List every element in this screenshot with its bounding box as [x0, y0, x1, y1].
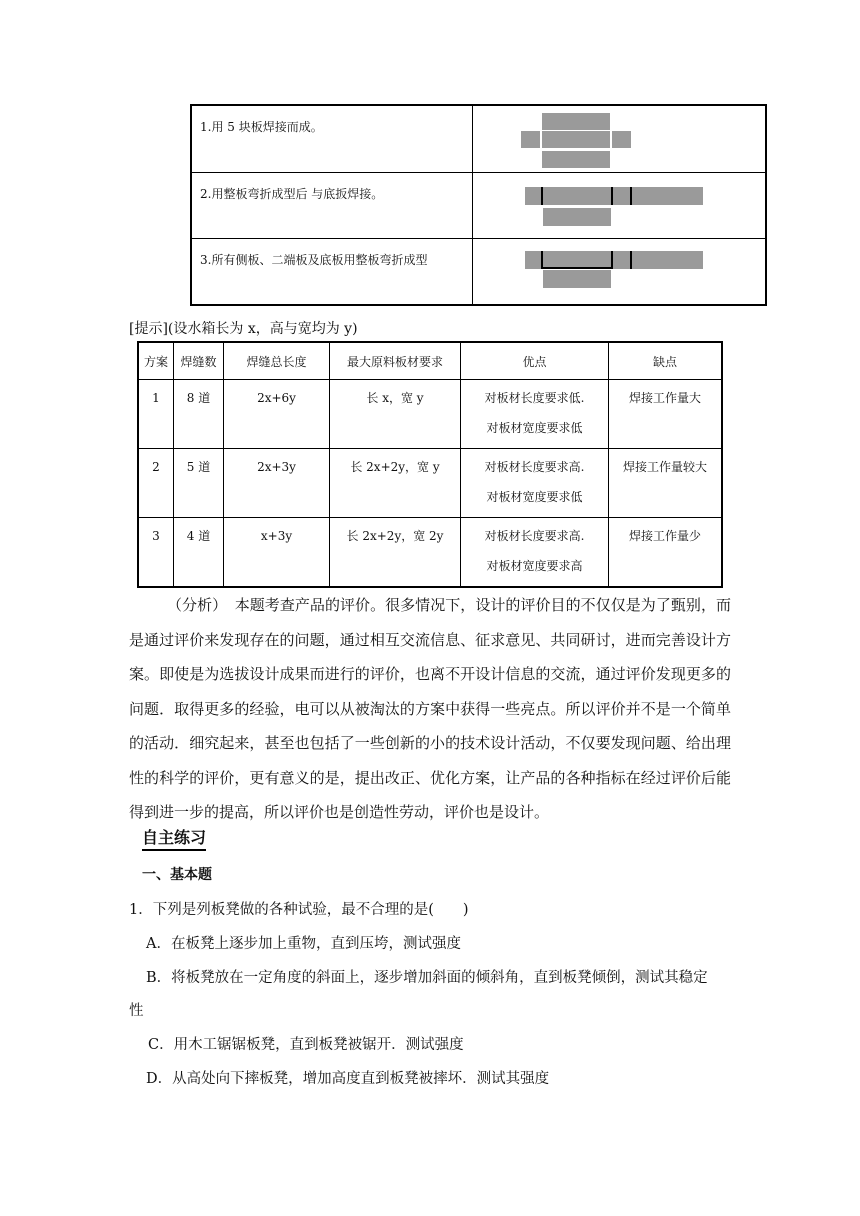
method-1-text: 1.用 5 块板焊接而成。: [200, 120, 323, 134]
method-3-text: 3.所有侧板、二端板及底板用整板弯折成型: [200, 253, 428, 267]
option-c: C．用木工锯锯板凳，直到板凳被锯开．测试强度: [148, 1037, 464, 1053]
cell-seams: 5 道: [186, 460, 211, 474]
method-row-2: [192, 173, 765, 239]
cell-material: 长 2x+2y，宽 2y: [346, 529, 444, 543]
option-b-line-2: 性: [129, 1003, 144, 1019]
cell-con: 焊接工作量较大: [622, 460, 707, 474]
cell-con: 焊接工作量大: [628, 391, 701, 405]
cell-material: 长 x，宽 y: [366, 391, 424, 405]
cell-length: 2x+3y: [257, 460, 296, 474]
hint-text: [提示](设水箱长为 x，高与宽均为 y): [129, 321, 358, 337]
analysis-paragraph: [129, 588, 731, 830]
table-row: [138, 449, 722, 518]
option-b-line-1: B．将板凳放在一定角度的斜面上，逐步增加斜面的倾斜角，直到板凳倾倒，测试其稳定: [146, 970, 708, 986]
cell-pro-2: 对板材宽度要求高: [486, 559, 583, 573]
header-seams: 焊缝数: [174, 342, 224, 380]
cell-con: 焊接工作量少: [628, 529, 701, 543]
cell-length: x+3y: [260, 529, 293, 543]
cell-pro-1: 对板材长度要求低.: [484, 391, 585, 405]
option-a: A．在板凳上逐步加上重物，直到压垮，测试强度: [146, 936, 461, 952]
method-table: [190, 104, 767, 306]
header-length: 焊缝总长度: [224, 342, 330, 380]
method-2-text: 2.用整板弯折成型后 与底扳焊接。: [200, 187, 384, 201]
cell-pro-2: 对板材宽度要求低: [486, 421, 583, 435]
cell-pro-2: 对板材宽度要求低: [486, 490, 583, 504]
header-plan: 方案: [138, 342, 174, 380]
method-row-3: [192, 239, 765, 306]
cell-seams: 8 道: [186, 391, 211, 405]
table-row: [138, 518, 722, 588]
header-material: 最大原料板材要求: [330, 342, 461, 380]
cell-seams: 4 道: [186, 529, 211, 543]
table-header-row: [138, 342, 722, 380]
header-pros: 优点: [461, 342, 609, 380]
method-row-1: [192, 106, 765, 173]
cell-pro-1: 对板材长度要求高.: [484, 460, 585, 474]
cell-length: 2x+6y: [257, 391, 296, 405]
cell-plan: 3: [152, 529, 160, 543]
cell-plan: 2: [152, 460, 160, 474]
table-row: [138, 380, 722, 449]
cell-material: 长 2x+2y，宽 y: [350, 460, 440, 474]
section-title: 自主练习: [142, 828, 206, 851]
analysis-text: （分析） 本题考查产品的评价。很多情况下，设计的评价目的不仅仅是为了甄别，而是通过评价来发现存在的问题，通过相互交流信息、征求意见、共同研讨，进而完善设计方案。即使是为选拔设计成果而进行的评价，也离不开设计信息的交流，通过评价发现更多的问题．取得更多的经验，电可以从被淘汰的方案中获得一些亮点。所以评价并不是一个简单的活动．细究起来，甚至也包括了一些创新的小的技术设计活动，不仅要发现问题、给出理性的科学的评价，更有意义的是，提出改正、优化方案，让产品的各种指标在经过评价后能得到进一步的提高，所以评价也是创造性劳动，评价也是设计。: [129, 596, 731, 821]
option-d: D．从高处向下摔板凳，增加高度直到板凳被摔坏．测试其强度: [146, 1071, 550, 1087]
comparison-table: [137, 341, 723, 588]
cell-pro-1: 对板材长度要求高.: [484, 529, 585, 543]
header-cons: 缺点: [609, 342, 723, 380]
cell-plan: 1: [152, 391, 160, 405]
subsection-title: 一、基本题: [142, 867, 212, 883]
question-stem: 1．下列是列板凳做的各种试验，最不合理的是( ): [129, 902, 469, 918]
